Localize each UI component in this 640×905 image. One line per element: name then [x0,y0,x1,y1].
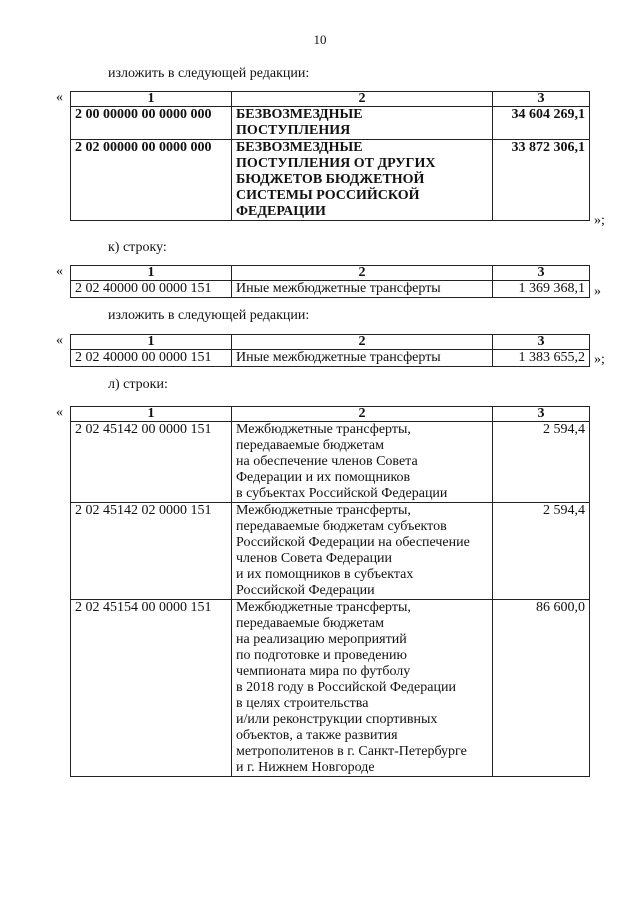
header-col-3: 3 [493,266,590,281]
name-line: передаваемые бюджетам [236,616,384,631]
row-code: 2 02 45142 02 0000 151 [71,503,232,600]
name-line: передаваемые бюджетам субъектов [236,519,447,534]
name-line: метрополитенов в г. Санкт-Петербурге [236,744,467,759]
name-line: СИСТЕМЫ РОССИЙСКОЙ [236,188,420,203]
table-row [71,422,590,503]
name-line: на реализацию мероприятий [236,632,407,647]
name-line: Российской Федерации [236,583,375,598]
table-row [71,503,590,600]
header-col-3: 3 [493,335,590,350]
header-col-3: 3 [493,407,590,422]
name-line: в субъектах Российской Федерации [236,486,448,501]
table-k-old [70,265,590,298]
name-line: и/или реконструкции спортивных [236,712,438,727]
row-code: 2 02 40000 00 0000 151 [71,350,232,367]
row-name: Иные межбюджетные трансферты [232,281,493,298]
header-col-2: 2 [232,92,493,107]
open-quote: « [56,264,63,279]
row-name [232,503,493,600]
row-amount: 1 383 655,2 [493,350,590,367]
header-col-2: 2 [232,335,493,350]
name-line: в целях строительства [236,696,369,711]
name-line: ПОСТУПЛЕНИЯ [236,123,351,138]
row-name [232,107,493,140]
row-code: 2 02 45154 00 0000 151 [71,600,232,777]
table-row [71,600,590,777]
name-line: Межбюджетные трансферты, [236,422,411,437]
name-line: чемпионата мира по футболу [236,664,411,679]
name-line: передаваемые бюджетам [236,438,384,453]
name-line: БЕЗВОЗМЕЗДНЫЕ [236,107,363,122]
page-number: 10 [313,32,327,47]
name-line: Российской Федерации на обеспечение [236,535,470,550]
name-line: на обеспечение членов Совета [236,454,418,469]
name-line: и г. Нижнем Новгороде [236,760,375,775]
close-quote: »; [594,352,605,367]
name-line: по подготовке и проведению [236,648,407,663]
row-amount: 2 594,4 [493,422,590,503]
open-quote: « [56,90,63,105]
close-quote: »; [594,213,605,228]
header-col-1: 1 [71,266,232,281]
name-line: ПОСТУПЛЕНИЯ ОТ ДРУГИХ [236,156,436,171]
section-k-intro: изложить в следующей редакции: [108,308,310,323]
name-line: Межбюджетные трансферты, [236,600,411,615]
table-row [71,140,590,221]
name-line: БЮДЖЕТОВ БЮДЖЕТНОЙ [236,172,425,187]
header-col-2: 2 [232,407,493,422]
table-l [70,406,590,777]
header-col-3: 3 [493,92,590,107]
section-l-label: л) строки: [108,377,168,392]
table-row [71,281,590,298]
name-line: ФЕДЕРАЦИИ [236,204,326,219]
row-name [232,422,493,503]
name-line: членов Совета Федерации [236,551,393,566]
table-k-new [70,334,590,367]
table-a [70,91,590,221]
row-amount: 2 594,4 [493,503,590,600]
table-row [71,350,590,367]
table-row [71,107,590,140]
row-amount: 86 600,0 [493,600,590,777]
name-line: в 2018 году в Российской Федерации [236,680,456,695]
row-amount: 33 872 306,1 [493,140,590,221]
open-quote: « [56,405,63,420]
row-code: 2 02 00000 00 0000 000 [71,140,232,221]
row-name [232,140,493,221]
row-name [232,600,493,777]
name-line: объектов, а также развития [236,728,398,743]
row-name: Иные межбюджетные трансферты [232,350,493,367]
section-k-label: к) строку: [108,240,167,255]
row-code: 2 00 00000 00 0000 000 [71,107,232,140]
section-a-intro: изложить в следующей редакции: [108,66,310,81]
header-col-2: 2 [232,266,493,281]
name-line: БЕЗВОЗМЕЗДНЫЕ [236,140,363,155]
row-amount: 34 604 269,1 [493,107,590,140]
header-col-1: 1 [71,92,232,107]
name-line: Межбюджетные трансферты, [236,503,411,518]
header-col-1: 1 [71,407,232,422]
open-quote: « [56,333,63,348]
name-line: Федерации и их помощников [236,470,411,485]
close-quote: » [594,284,601,299]
name-line: и их помощников в субъектах [236,567,414,582]
row-code: 2 02 40000 00 0000 151 [71,281,232,298]
header-col-1: 1 [71,335,232,350]
row-code: 2 02 45142 00 0000 151 [71,422,232,503]
row-amount: 1 369 368,1 [493,281,590,298]
